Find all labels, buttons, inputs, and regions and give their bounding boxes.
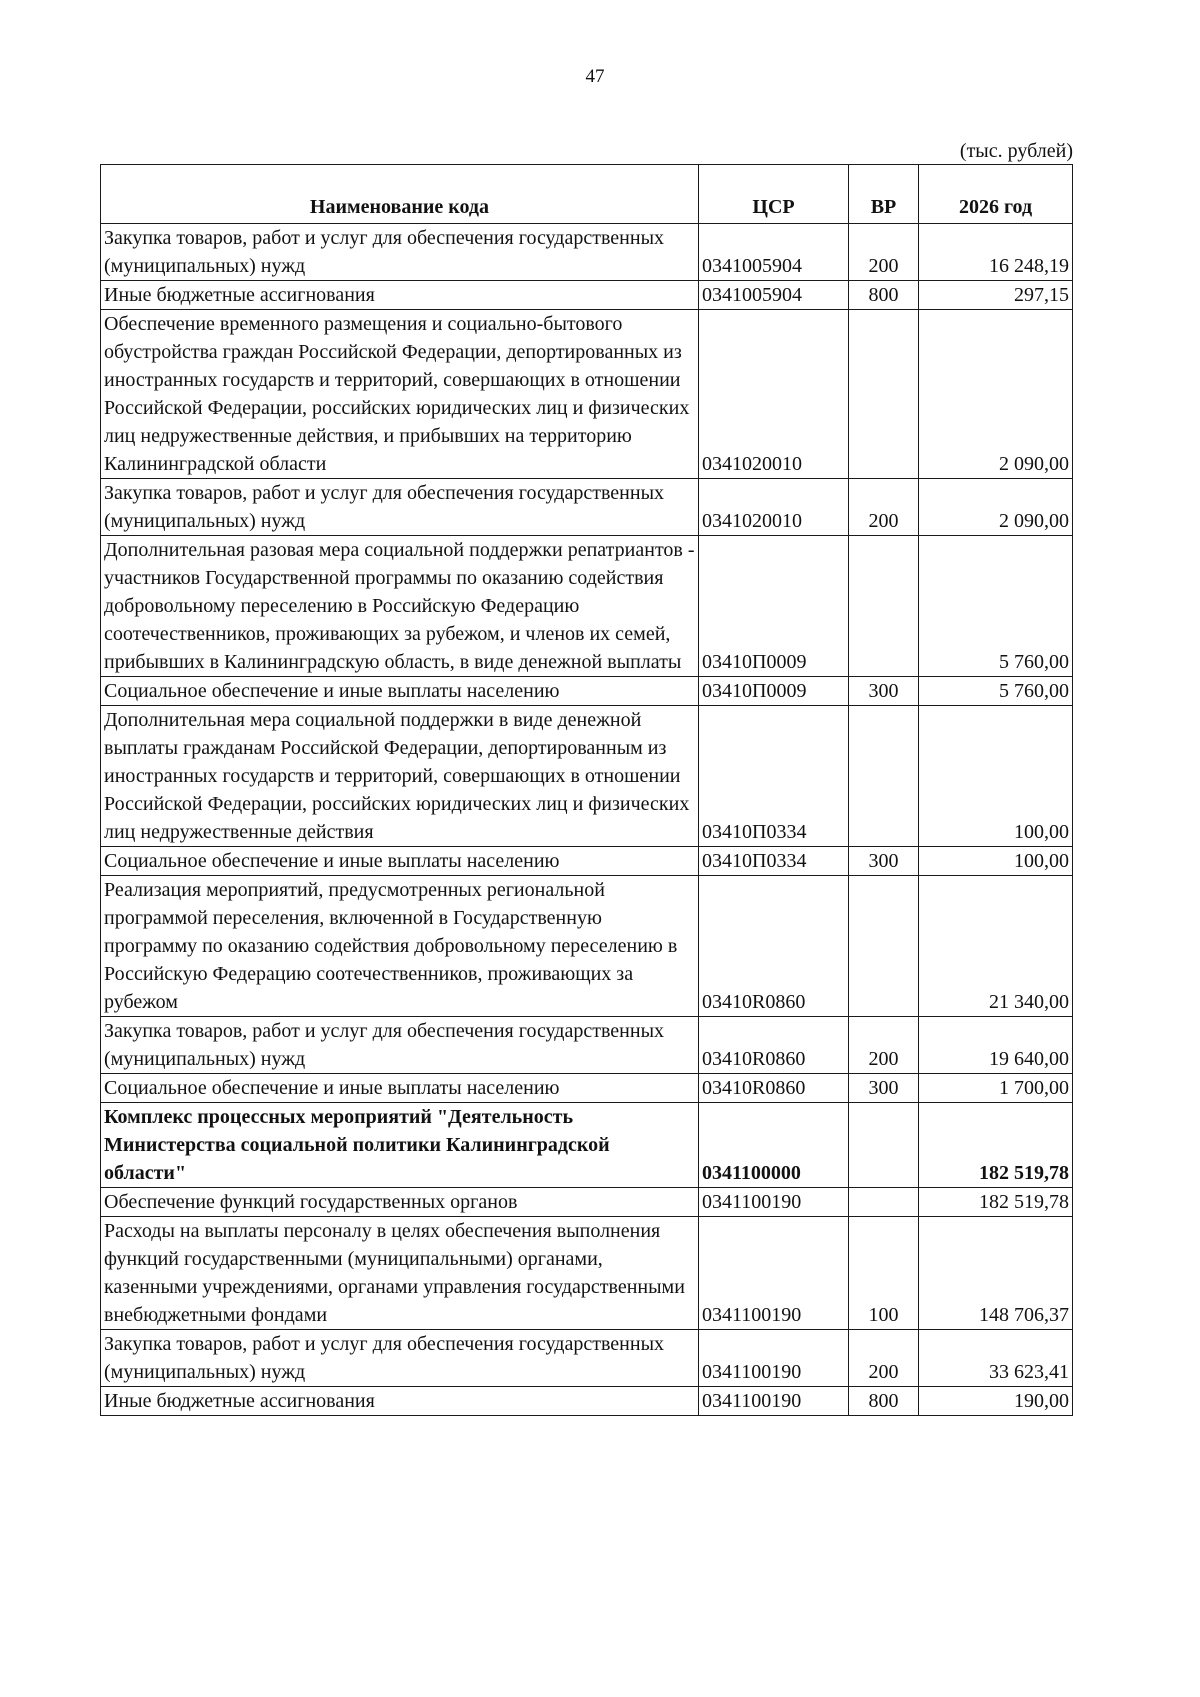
cell-vr: 200 — [849, 1330, 919, 1387]
cell-csr: 0341100190 — [699, 1387, 849, 1416]
cell-amount: 190,00 — [919, 1387, 1073, 1416]
cell-name: Дополнительная разовая мера социальной поддержки репатриантов - участников Государственной программы по оказанию содействия добровольному переселению в Российскую Федерацию соотечественников, проживающих за рубежом, и членов их семей, прибывших в Калининградскую область, в виде денежной выплаты — [101, 536, 699, 677]
cell-vr: 300 — [849, 677, 919, 706]
table-row — [101, 1074, 1073, 1103]
cell-vr: 800 — [849, 281, 919, 310]
table-row — [101, 310, 1073, 479]
cell-amount: 16 248,19 — [919, 224, 1073, 281]
cell-amount: 21 340,00 — [919, 876, 1073, 1017]
cell-name: Иные бюджетные ассигнования — [101, 1387, 699, 1416]
page-number: 47 — [585, 66, 605, 87]
cell-vr: 200 — [849, 224, 919, 281]
cell-name: Социальное обеспечение и иные выплаты населению — [101, 677, 699, 706]
cell-csr: 0341005904 — [699, 224, 849, 281]
header-name: Наименование кода — [101, 165, 699, 224]
table-row — [101, 536, 1073, 677]
cell-vr: 300 — [849, 847, 919, 876]
cell-amount: 5 760,00 — [919, 536, 1073, 677]
header-vr: ВР — [849, 165, 919, 224]
cell-name: Социальное обеспечение и иные выплаты населению — [101, 847, 699, 876]
cell-vr: 200 — [849, 1017, 919, 1074]
table-row — [101, 706, 1073, 847]
cell-vr: 200 — [849, 479, 919, 536]
cell-name: Комплекс процессных мероприятий "Деятельность Министерства социальной политики Калининградской области" — [101, 1103, 699, 1188]
cell-csr: 0341005904 — [699, 281, 849, 310]
cell-csr: 03410П0009 — [699, 677, 849, 706]
units-label: (тыс. рублей) — [959, 140, 1073, 162]
cell-vr — [849, 876, 919, 1017]
cell-csr: 0341100000 — [699, 1103, 849, 1188]
table-row — [101, 1188, 1073, 1217]
cell-vr — [849, 706, 919, 847]
cell-amount: 19 640,00 — [919, 1017, 1073, 1074]
cell-vr — [849, 536, 919, 677]
table-row — [101, 1387, 1073, 1416]
cell-csr: 0341100190 — [699, 1188, 849, 1217]
cell-name: Иные бюджетные ассигнования — [101, 281, 699, 310]
cell-csr: 03410R0860 — [699, 876, 849, 1017]
budget-table — [100, 164, 1073, 1416]
table-row — [101, 677, 1073, 706]
table-row — [101, 1017, 1073, 1074]
table-row — [101, 224, 1073, 281]
cell-amount: 2 090,00 — [919, 310, 1073, 479]
cell-csr: 03410R0860 — [699, 1074, 849, 1103]
cell-amount: 33 623,41 — [919, 1330, 1073, 1387]
cell-csr: 0341100190 — [699, 1330, 849, 1387]
cell-csr: 0341020010 — [699, 479, 849, 536]
cell-amount: 2 090,00 — [919, 479, 1073, 536]
cell-vr — [849, 1188, 919, 1217]
cell-name: Закупка товаров, работ и услуг для обеспечения государственных (муниципальных) нужд — [101, 1017, 699, 1074]
cell-vr — [849, 1103, 919, 1188]
table-row — [101, 876, 1073, 1017]
table-row — [101, 1217, 1073, 1330]
cell-vr: 100 — [849, 1217, 919, 1330]
table-row — [101, 281, 1073, 310]
cell-csr: 0341100190 — [699, 1217, 849, 1330]
cell-amount: 1 700,00 — [919, 1074, 1073, 1103]
header-csr: ЦСР — [699, 165, 849, 224]
cell-csr: 03410R0860 — [699, 1017, 849, 1074]
cell-amount: 297,15 — [919, 281, 1073, 310]
cell-amount: 5 760,00 — [919, 677, 1073, 706]
cell-name: Обеспечение временного размещения и социально-бытового обустройства граждан Российской Федерации, депортированных из иностранных государств и территорий, совершающих в отношении Российской Федерации, российских юридических лиц и физических лиц недружественные действия, и прибывших на территорию Калининградской области — [101, 310, 699, 479]
cell-amount: 148 706,37 — [919, 1217, 1073, 1330]
header-year: 2026 год — [919, 165, 1073, 224]
cell-name: Расходы на выплаты персоналу в целях обеспечения выполнения функций государственными (муниципальными) органами, казенными учреждениями, органами управления государственными внебюджетными фондами — [101, 1217, 699, 1330]
cell-amount: 182 519,78 — [919, 1188, 1073, 1217]
cell-csr: 03410П0334 — [699, 706, 849, 847]
table-body — [101, 224, 1073, 1416]
table-row — [101, 847, 1073, 876]
cell-name: Дополнительная мера социальной поддержки в виде денежной выплаты гражданам Российской Федерации, депортированным из иностранных государств и территорий, совершающих в отношении Российской Федерации, российских юридических лиц и физических лиц недружественные действия — [101, 706, 699, 847]
cell-name: Закупка товаров, работ и услуг для обеспечения государственных (муниципальных) нужд — [101, 1330, 699, 1387]
cell-vr — [849, 310, 919, 479]
cell-name: Социальное обеспечение и иные выплаты населению — [101, 1074, 699, 1103]
table-row — [101, 479, 1073, 536]
cell-name: Обеспечение функций государственных органов — [101, 1188, 699, 1217]
table-row — [101, 1330, 1073, 1387]
table-row — [101, 1103, 1073, 1188]
cell-name: Реализация мероприятий, предусмотренных региональной программой переселения, включенной в Государственную программу по оказанию содействия добровольному переселению в Российскую Федерацию соотечественников, проживающих за рубежом — [101, 876, 699, 1017]
cell-amount: 182 519,78 — [919, 1103, 1073, 1188]
cell-name: Закупка товаров, работ и услуг для обеспечения государственных (муниципальных) нужд — [101, 479, 699, 536]
cell-csr: 03410П0009 — [699, 536, 849, 677]
cell-amount: 100,00 — [919, 847, 1073, 876]
cell-amount: 100,00 — [919, 706, 1073, 847]
cell-name: Закупка товаров, работ и услуг для обеспечения государственных (муниципальных) нужд — [101, 224, 699, 281]
cell-csr: 03410П0334 — [699, 847, 849, 876]
cell-vr: 800 — [849, 1387, 919, 1416]
cell-vr: 300 — [849, 1074, 919, 1103]
table-header-row — [101, 165, 1073, 224]
cell-csr: 0341020010 — [699, 310, 849, 479]
